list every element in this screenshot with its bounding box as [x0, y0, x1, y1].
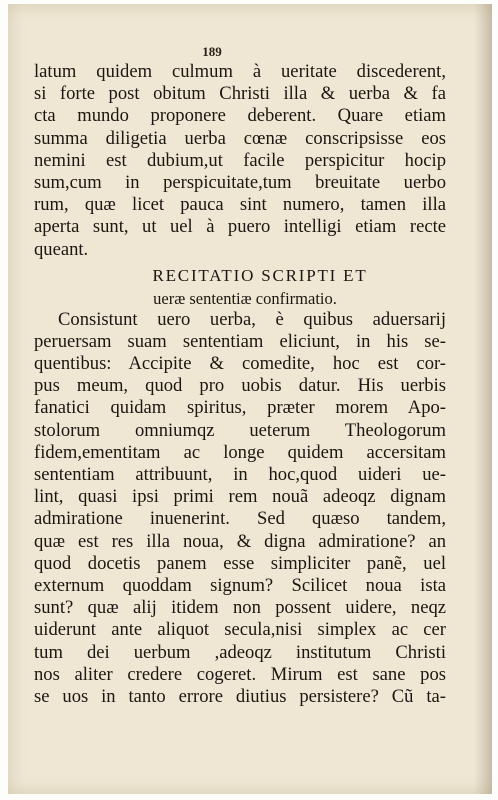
text-line: peruersam suam sententiam eliciunt, in his se-	[34, 330, 446, 352]
page-number: 189	[202, 44, 222, 59]
text-line: rum, quæ licet pauca sint numero, tamen illa	[34, 194, 446, 216]
text-line: nos aliter credere cogeret. Mirum est sane pos	[34, 663, 446, 685]
text-line: nemini est dubium,ut facile perspicitur hocip	[34, 149, 446, 171]
text-line: fidem,ementitam ac longe quidem accersitam	[34, 441, 446, 463]
text-line: stolorum omniumqz ueterum Theologorum	[34, 419, 446, 441]
text-block	[34, 61, 446, 708]
text-line: lint, quasi ipsi primi rem nouã adeoqz dignam	[34, 486, 446, 508]
text-line: Consistunt uero uerba, è quibus aduersarij	[58, 308, 446, 330]
text-line: sententiam attribuunt, in hoc,quod uideri ue-	[34, 464, 446, 485]
section-heading: RECITATIO SCRIPTI ET	[152, 265, 368, 285]
page-fold-shadow	[474, 4, 492, 794]
text-line: queant.	[34, 238, 89, 260]
text-line: latum quidem culmum à ueritate discederent,	[34, 61, 446, 82]
text-line: summa diligetia uerba cœnæ conscripsisse eos	[34, 127, 446, 149]
text-line: sunt? quæ alij itidem non possent uidere, neqz	[34, 597, 446, 619]
text-line: quæ est res illa noua, & digna admiratione? an	[34, 530, 446, 552]
paragraph-2	[34, 309, 446, 708]
text-line: fanatici quidam spiritus, præter morem Apo-	[34, 397, 446, 419]
text-line: si forte post obitum Christi illa & uerba & fa	[34, 83, 446, 105]
text-line: pus meum, quod pro uobis datur. His uerbis	[34, 375, 446, 397]
text-line: sum,cum in perspicuitate,tum breuitate uerbo	[34, 171, 446, 193]
text-line: uiderunt ante aliquot secula,nisi simplex ac cer	[34, 619, 446, 641]
paragraph-1	[34, 61, 446, 261]
text-line: quod docetis panem esse simpliciter panẽ, uel	[34, 552, 446, 574]
text-line: admiratione inuenerint. Sed quæso tandem,	[34, 508, 446, 530]
text-line: externum quoddam signum? Scilicet noua ista	[34, 574, 446, 596]
text-line: tum dei uerbum ,adeoqz institutum Christi	[34, 641, 446, 663]
book-page	[8, 4, 492, 794]
text-line: aperta sunt, ut uel à puero intelligi etiam recte	[34, 216, 446, 238]
text-line: se uos in tanto errore diutius persistere? Cũ ta-	[34, 685, 446, 707]
section-subheading: ueræ sententiæ confirmatio.	[153, 288, 337, 308]
text-line: quentibus: Accipite & comedite, hoc est cor-	[34, 353, 446, 375]
text-line: cta mundo proponere deberent. Quare etiam	[34, 105, 446, 127]
